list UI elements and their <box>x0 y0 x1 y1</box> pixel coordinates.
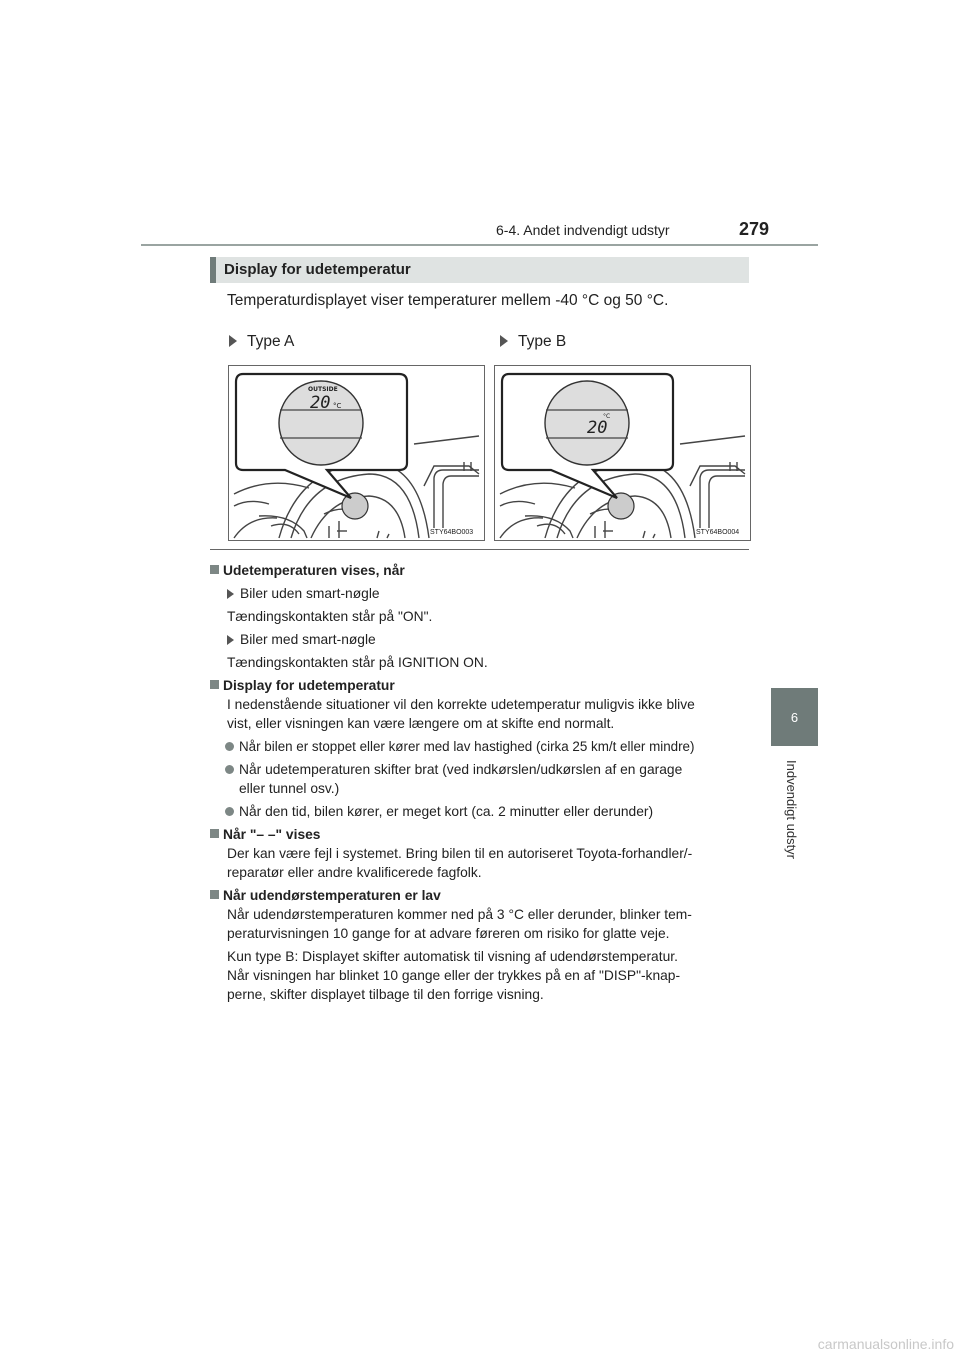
heading-dashes-shown: Når "– –" vises <box>210 825 749 844</box>
type-b-label: Type B <box>500 333 566 351</box>
section-title-bar <box>210 257 749 283</box>
chapter-tab[interactable]: 6 <box>771 688 818 746</box>
bullet-item: Når den tid, bilen kører, er meget kort (ca. 2 minutter eller derunder) <box>210 802 749 821</box>
temperature-readout: 20 <box>310 393 331 413</box>
chapter-title: Indvendigt udstyr <box>784 760 799 860</box>
temperature-readout: 20 <box>587 418 608 438</box>
figure-code: STY64BO004 <box>696 529 740 536</box>
intro-text: Temperaturdisplayet viser temperaturer mellem -40 °C og 50 °C. <box>227 292 669 309</box>
type-a-label: Type A <box>229 333 294 351</box>
figure-type-a <box>228 365 485 541</box>
outside-label: OUTSIDE <box>308 386 338 393</box>
arrow-right-icon <box>500 335 508 347</box>
bullet-item: Når udetemperaturen skifter brat (ved indkørslen/udkørslen af en garage eller tunnel osv.) <box>210 760 749 798</box>
paragraph: Kun type B: Displayet skifter automatisk til visning af udendørstemperatur. Når visningen har blinket 10 gange eller der trykkes på en af "DISP"-knap- perne, skifter displayet tilbage til den forrige visning. <box>227 949 681 1002</box>
arrow-right-icon <box>227 589 234 599</box>
arrow-right-icon <box>227 635 234 645</box>
dashboard-illustration <box>495 366 750 540</box>
page-number: 279 <box>739 219 770 239</box>
paragraph: Når udendørstemperaturen kommer ned på 3 °C eller derunder, blinker tem- peraturvisningen 10 gange for at advare føreren om risiko for glatte veje. <box>227 907 692 941</box>
temperature-unit: °C <box>603 413 611 420</box>
title-accent <box>210 257 216 283</box>
dashboard-illustration <box>229 366 484 540</box>
header-rule <box>141 244 818 246</box>
figure-type-b <box>494 365 751 541</box>
heading-display-conditions: Udetemperaturen vises, når <box>210 561 749 580</box>
arrow-right-icon <box>229 335 237 347</box>
watermark: carmanualsonline.info <box>817 1336 954 1352</box>
section-label: 6-4. Andet indvendigt udstyr <box>496 222 670 238</box>
paragraph: Tændingskontakten står på "ON". <box>227 609 433 624</box>
heading-low-temperature: Når udendørstemperaturen er lav <box>210 886 749 905</box>
sub-item: Biler med smart-nøgle <box>210 630 749 649</box>
heading-display: Display for udetemperatur <box>210 676 749 695</box>
temperature-unit: °C <box>333 402 342 410</box>
paragraph: Tændingskontakten står på IGNITION ON. <box>227 655 488 670</box>
body-text <box>210 557 749 1004</box>
section-title: Display for udetemperatur <box>224 261 411 278</box>
figure-code: STY64BO003 <box>430 529 474 536</box>
bullet-item: Når bilen er stoppet eller kører med lav hastighed (cirka 25 km/t eller mindre) <box>210 737 749 756</box>
paragraph: I nedenstående situationer vil den korrekte udetemperatur muligvis ikke blive vist, eller visningen kan være længere om at skifte end normalt. <box>227 697 695 731</box>
sub-item: Biler uden smart-nøgle <box>210 584 749 603</box>
paragraph: Der kan være fejl i systemet. Bring bilen til en autoriseret Toyota-forhandler/- reparatør eller andre kvalificerede fagfolk. <box>227 846 693 880</box>
figure-rule <box>210 549 749 550</box>
